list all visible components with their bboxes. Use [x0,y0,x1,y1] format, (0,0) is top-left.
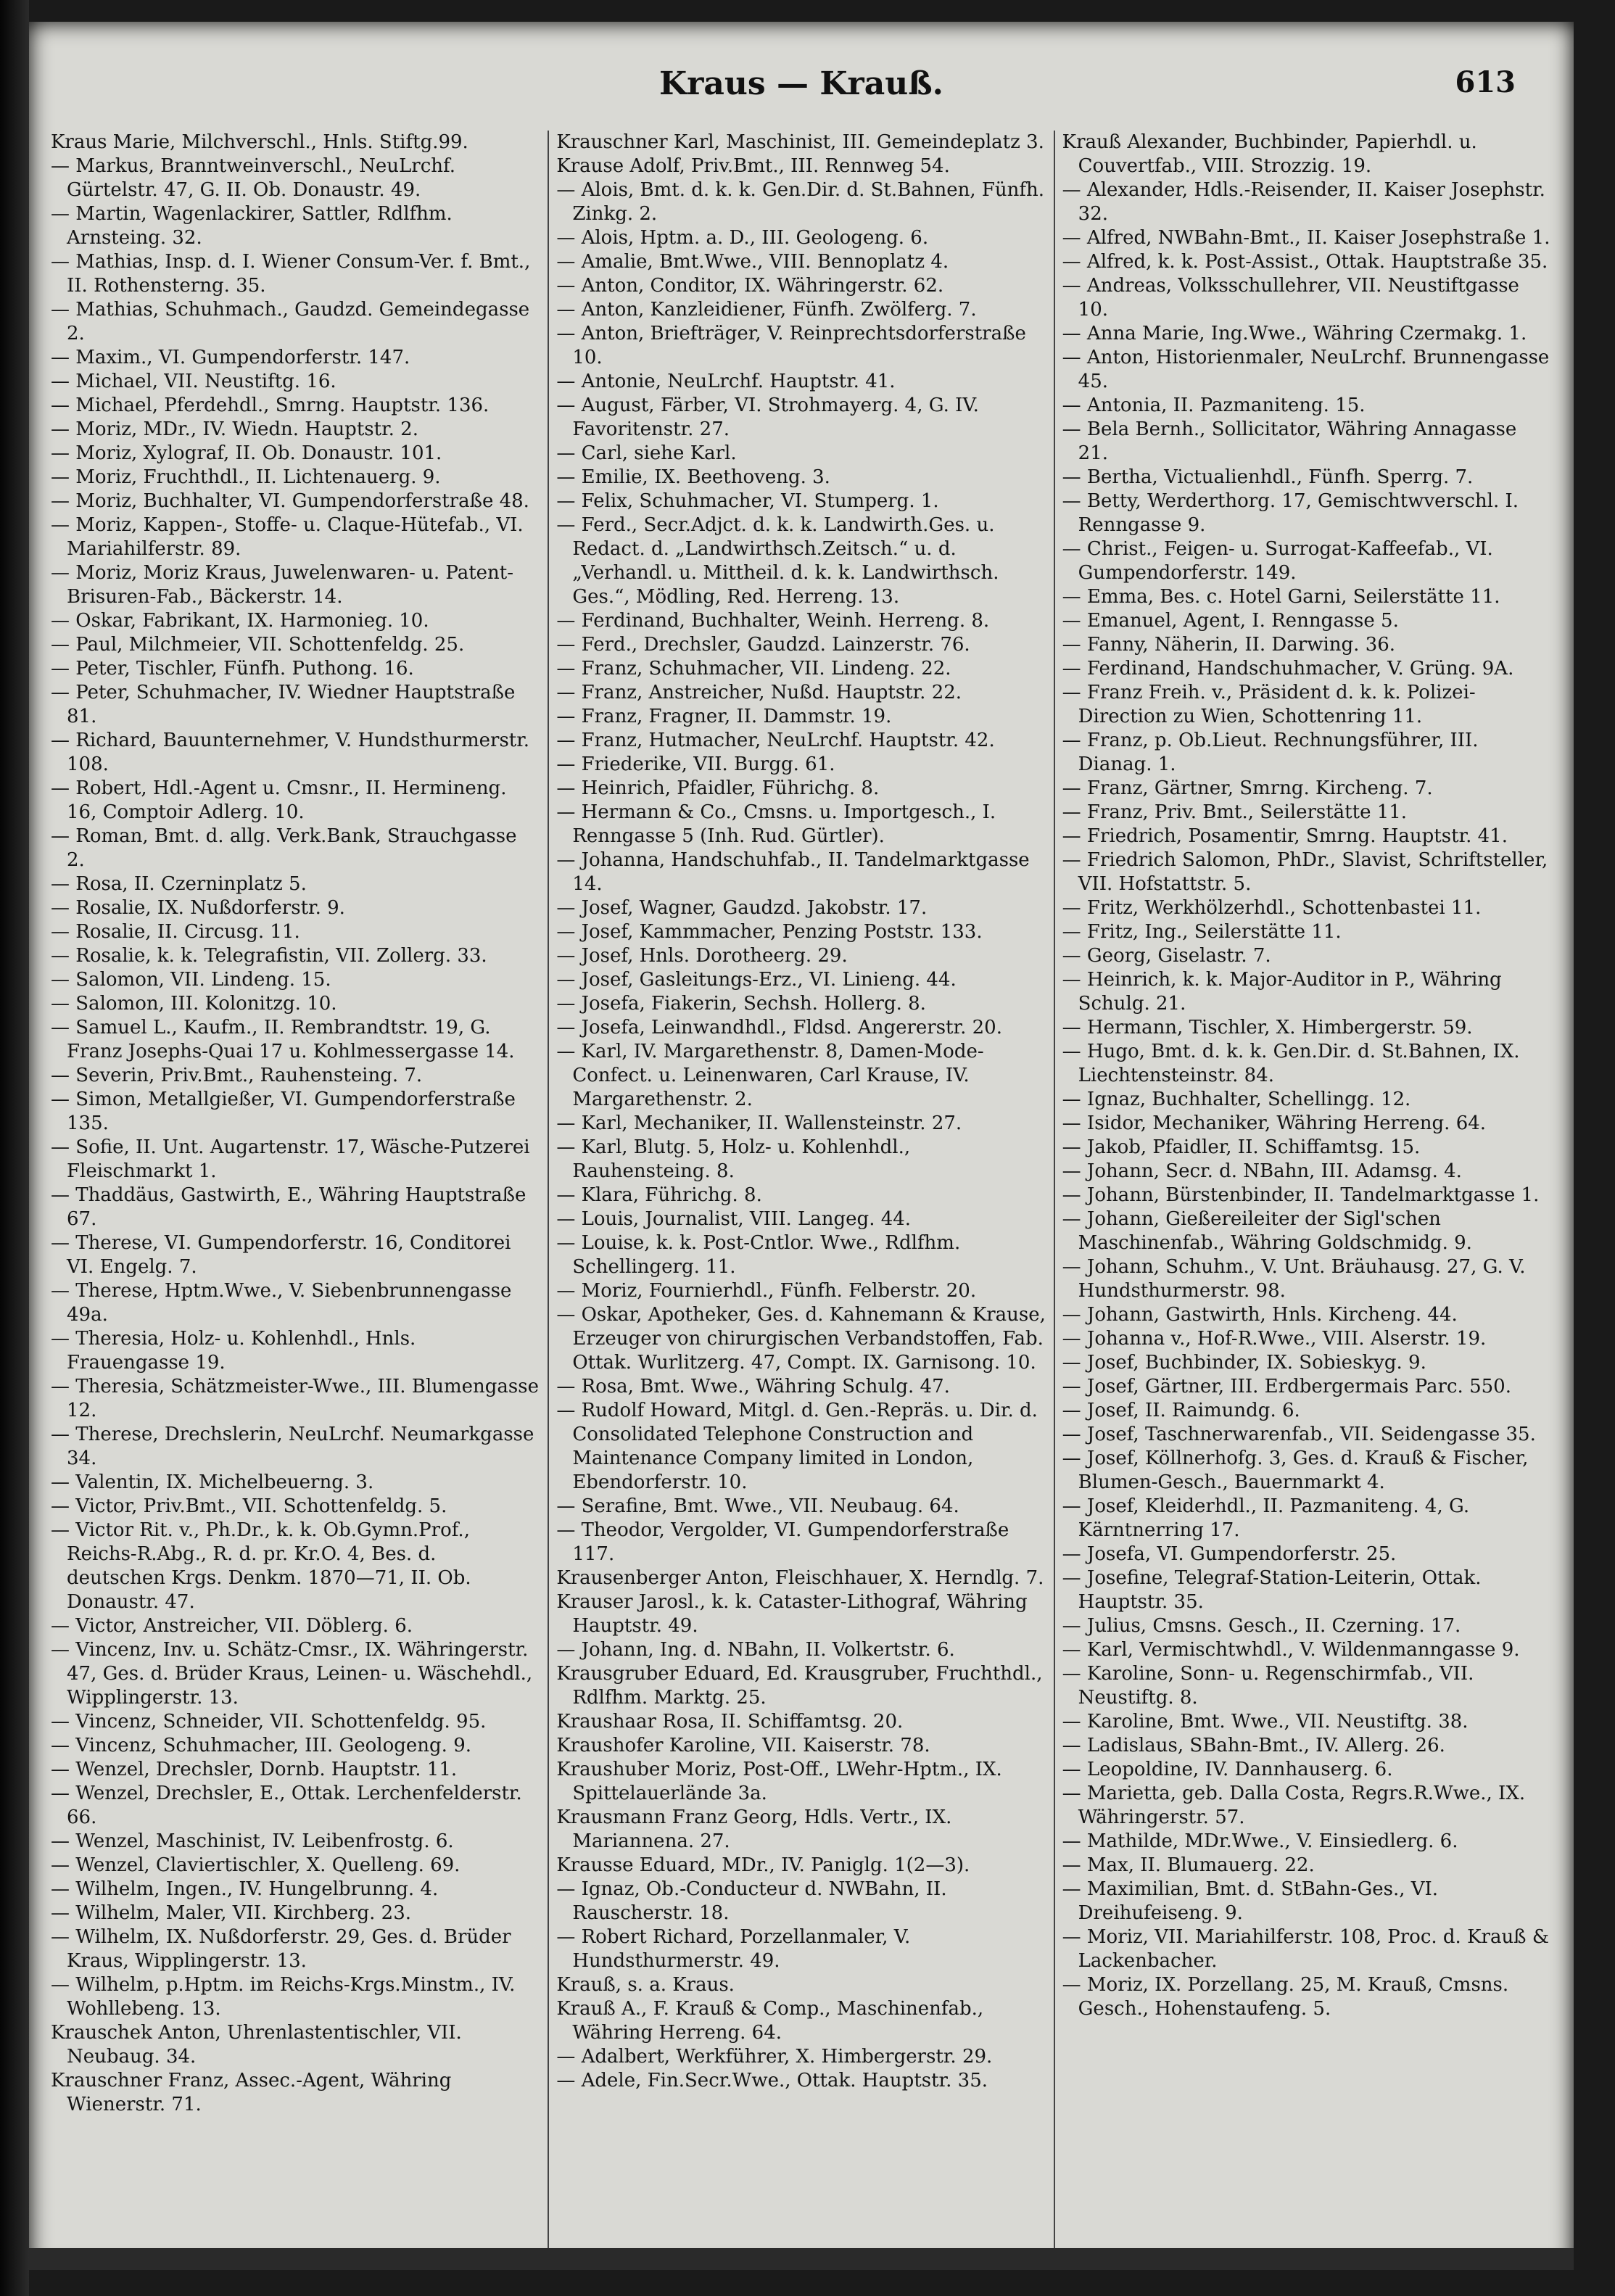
directory-entry: — Maxim., VI. Gumpendorferstr. 147. [51,347,410,368]
directory-entry: — Vincenz, Inv. u. Schätz-Cmsr., IX. Währingerstr. 47, Ges. d. Brüder Kraus, Leinen- u. Wäschehdl., Wipplingerstr. 13. [51,1639,533,1709]
directory-entry: — Johanna v., Hof-R.Wwe., VIII. Alserstr. 19. [1062,1328,1487,1350]
directory-entry: — Bertha, Victualienhdl., Fünfh. Sperrg. 7. [1062,466,1474,488]
directory-entry: — Peter, Tischler, Fünfh. Puthong. 16. [51,658,414,680]
directory-entry: — Carl, siehe Karl. [556,442,737,464]
directory-entry: — Karoline, Bmt. Wwe., VII. Neustiftg. 38. [1062,1711,1469,1733]
directory-entry: — Franz, Fragner, II. Dammstr. 19. [556,706,892,727]
directory-entry: — Franz, p. Ob.Lieut. Rechnungsführer, III. Dianag. 1. [1062,730,1479,775]
directory-entry: — Wenzel, Maschinist, IV. Leibenfrostg. 6. [51,1830,454,1852]
directory-entry: — Karoline, Sonn- u. Regenschirmfab., VII. Neustiftg. 8. [1062,1663,1474,1709]
directory-entry: — Samuel L., Kaufm., II. Rembrandtstr. 19, G. Franz Josephs-Quai 17 u. Kohlmessergasse 14. [51,1017,515,1062]
directory-entry: — Anton, Historienmaler, NeuLrchf. Brunnengasse 45. [1062,347,1550,392]
directory-entry: — Oskar, Apotheker, Ges. d. Kahnemann & Krause, Erzeuger von chirurgischen Verbandstoffen, Fab. Ottak. Wurlitzerg. 47, Compt. IX. Garnisong. 10. [556,1304,1046,1374]
directory-entry: — Johann, Ing. d. NBahn, II. Volkertstr. 6. [556,1639,955,1661]
directory-entry: — Therese, Drechslerin, NeuLrchf. Neumarkgasse 34. [51,1424,534,1469]
directory-entry: — Heinrich, k. k. Major-Auditor in P., Währing Schulg. 21. [1062,969,1502,1015]
directory-entry: — Moriz, MDr., IV. Wiedn. Hauptstr. 2. [51,418,418,440]
directory-entry: — Peter, Schuhmacher, IV. Wiedner Hauptstraße 81. [51,682,516,727]
directory-entry: — Mathias, Insp. d. I. Wiener Consum-Ver. f. Bmt., II. Rothensterng. 35. [51,251,531,297]
directory-entry: — Michael, Pferdehdl., Smrng. Hauptstr. 136. [51,395,490,416]
directory-entry: — Vincenz, Schneider, VII. Schottenfeldg. 95. [51,1711,487,1733]
directory-entry: — Emilie, IX. Beethoveng. 3. [556,466,830,488]
directory-entry: Krauß A., F. Krauß & Comp., Maschinenfab., Währing Herreng. 64. [556,1998,984,2044]
directory-entry: — Robert Richard, Porzellanmaler, V. Hundsthurmerstr. 49. [556,1926,911,1972]
directory-entry: — Friedrich Salomon, PhDr., Slavist, Schriftsteller, VII. Hofstattstr. 5. [1062,849,1548,895]
directory-entry: — Franz, Gärtner, Smrng. Kircheng. 7. [1062,777,1433,799]
directory-entry: — Simon, Metallgießer, VI. Gumpendorferstraße 135. [51,1089,516,1134]
scan-left-edge [0,0,29,2296]
directory-entry: — Betty, Werderthorg. 17, Gemischtwverschl. I. Renngasse 9. [1062,490,1519,536]
directory-entry: — Adalbert, Werkführer, X. Himbergerstr. 29. [556,2046,993,2068]
directory-entry: Krausgruber Eduard, Ed. Krausgruber, Fruchthdl., Rdlfhm. Marktg. 25. [556,1663,1043,1709]
directory-entry: — Mathias, Schuhmach., Gaudzd. Gemeindegasse 2. [51,299,530,344]
directory-entry: — Theresia, Holz- u. Kohlenhdl., Hnls. Frauengasse 19. [51,1328,416,1374]
directory-entry: — Moriz, Kappen-, Stoffe- u. Claque-Hütefab., VI. Mariahilferstr. 89. [51,514,524,560]
directory-entry: — Salomon, VII. Lindeng. 15. [51,969,331,991]
directory-entry: — Ferd., Secr.Adjct. d. k. k. Landwirth.Ges. u. Redact. d. „Landwirthsch.Zeitsch.“ u. d. „Verhandl. u. Mittheil. d. k. k. Landwirthsch. Ges.“, Mödling, Red. Herreng. 13. [556,514,999,608]
directory-entry: — Anna Marie, Ing.Wwe., Währing Czermakg. 1. [1062,323,1527,344]
directory-entry: Kraushuber Moriz, Post-Off., LWehr-Hptm., IX. Spittelauerlände 3a. [556,1759,1002,1804]
directory-entry: Kraushofer Karoline, VII. Kaiserstr. 78. [556,1735,930,1756]
directory-entry: — Severin, Priv.Bmt., Rauhensteing. 7. [51,1065,423,1086]
directory-entry: — Franz, Anstreicher, Nußd. Hauptstr. 22. [556,682,962,703]
directory-entry: — Josef, Buchbinder, IX. Sobieskyg. 9. [1062,1352,1426,1374]
directory-entry: — Christ., Feigen- u. Surrogat-Kaffeefab., VI. Gumpendorferstr. 149. [1062,538,1493,584]
directory-entry: — Ignaz, Ob.-Conducteur d. NWBahn, II. Rauscherstr. 18. [556,1878,947,1924]
directory-entry: — Theresia, Schätzmeister-Wwe., III. Blumengasse 12. [51,1376,540,1421]
directory-entry: — Johann, Schuhm., V. Unt. Bräuhausg. 27, G. V. Hundsthurmerstr. 98. [1062,1256,1526,1302]
directory-entry: — Julius, Cmsns. Gesch., II. Czerning. 17. [1062,1615,1461,1637]
directory-entry: — Fritz, Ing., Seilerstätte 11. [1062,921,1342,943]
directory-entry: — Fanny, Näherin, II. Darwing. 36. [1062,634,1396,656]
directory-entry: — Emanuel, Agent, I. Renngasse 5. [1062,610,1399,632]
directory-entry: — Isidor, Mechaniker, Währing Herreng. 64. [1062,1112,1487,1134]
directory-entry: — Andreas, Volksschullehrer, VII. Neustiftgasse 10. [1062,275,1519,321]
directory-entry: — Alfred, NWBahn-Bmt., II. Kaiser Josephstraße 1. [1062,227,1550,249]
directory-entry: — Antonie, NeuLrchf. Hauptstr. 41. [556,371,896,392]
directory-entry: Kraushaar Rosa, II. Schiffamtsg. 20. [556,1711,904,1733]
directory-entry: — Johanna, Handschuhfab., II. Tandelmarktgasse 14. [556,849,1030,895]
directory-entry: — Franz, Hutmacher, NeuLrchf. Hauptstr. 42. [556,730,995,751]
directory-entry: — Franz Freih. v., Präsident d. k. k. Polizei-Direction zu Wien, Schottenring 11. [1062,682,1476,727]
directory-entry: — Johann, Bürstenbinder, II. Tandelmarktgasse 1. [1062,1184,1540,1206]
directory-entry: — Friedrich, Posamentir, Smrng. Hauptstr. 41. [1062,825,1508,847]
directory-entry: — Karl, Blutg. 5, Holz- u. Kohlenhdl., Rauhensteing. 8. [556,1136,911,1182]
directory-entry: — Paul, Milchmeier, VII. Schottenfeldg. 25. [51,634,465,656]
directory-entry: — Richard, Bauunternehmer, V. Hundsthurmerstr. 108. [51,730,530,775]
directory-entry: — Therese, VI. Gumpendorferstr. 16, Conditorei VI. Engelg. 7. [51,1232,511,1278]
directory-entry: — Josef, Kleiderhdl., II. Pazmaniteng. 4, G. Kärntnerring 17. [1062,1495,1470,1541]
directory-entry: — Victor Rit. v., Ph.Dr., k. k. Ob.Gymn.Prof., Reichs-R.Abg., R. d. pr. Kr.O. 4, Bes. d. deutschen Krgs. Denkm. 1870—71, II. Ob. Donaustr. 47. [51,1519,471,1613]
directory-entry: — Alois, Bmt. d. k. k. Gen.Dir. d. St.Bahnen, Fünfh. Zinkg. 2. [556,179,1045,225]
directory-entry: — Rosalie, IX. Nußdorferstr. 9. [51,897,345,919]
directory-entry: — Alois, Hptm. a. D., III. Geologeng. 6. [556,227,929,249]
directory-entry: — Wilhelm, Ingen., IV. Hungelbrunng. 4. [51,1878,439,1900]
directory-entry: — Wilhelm, Maler, VII. Kirchberg. 23. [51,1902,412,1924]
directory-entry: — Hermann, Tischler, X. Himbergerstr. 59. [1062,1017,1473,1038]
directory-entry: — Karl, Mechaniker, II. Wallensteinstr. 27. [556,1112,962,1134]
directory-entry: — Moriz, Moriz Kraus, Juwelenwaren- u. Patent-Brisuren-Fab., Bäckerstr. 14. [51,562,514,608]
directory-entry: — Johann, Gastwirth, Hnls. Kircheng. 44. [1062,1304,1458,1326]
directory-entry: — Karl, IV. Margarethenstr. 8, Damen-Mode-Confect. u. Leinenwaren, Carl Krause, IV. Margarethenstr. 2. [556,1041,984,1110]
directory-entry: — Moriz, Fruchthdl., II. Lichtenauerg. 9. [51,466,441,488]
directory-entry: — Moriz, IX. Porzellang. 25, M. Krauß, Cmsns. Gesch., Hohenstaufeng. 5. [1062,1974,1509,2020]
directory-entry: — Wilhelm, p.Hptm. im Reichs-Krgs.Minstm., IV. Wohllebeng. 13. [51,1974,516,2020]
directory-entry: — Jakob, Pfaidler, II. Schiffamtsg. 15. [1062,1136,1421,1158]
directory-page [29,22,1574,2270]
scan-bottom-edge [29,2248,1574,2270]
directory-entry: — Michael, VII. Neustiftg. 16. [51,371,336,392]
directory-entry: — Anton, Briefträger, V. Reinprechtsdorferstraße 10. [556,323,1026,368]
directory-entry: — Rudolf Howard, Mitgl. d. Gen.-Repräs. u. Dir. d. Consolidated Telephone Construction and Maintenance Company limited in London, Ebendorferstr. 10. [556,1400,1038,1493]
column-left [44,131,548,2248]
directory-entry: — Max, II. Blumauerg. 22. [1062,1854,1315,1876]
directory-entry: — Wenzel, Drechsler, Dornb. Hauptstr. 11. [51,1759,458,1780]
directory-entry: Krausse Eduard, MDr., IV. Paniglg. 1(2—3). [556,1854,970,1876]
directory-entry: Krausmann Franz Georg, Hdls. Vertr., IX. Mariannena. 27. [556,1806,952,1852]
directory-entry: — Karl, Vermischtwhdl., V. Wildenmanngasse 9. [1062,1639,1520,1661]
directory-entry: — Adele, Fin.Secr.Wwe., Ottak. Hauptstr. 35. [556,2070,988,2091]
directory-entry: — Johann, Secr. d. NBahn, III. Adamsg. 4. [1062,1160,1462,1182]
directory-entry: — Josef, Kammmacher, Penzing Poststr. 133. [556,921,983,943]
directory-entry: — Wenzel, Claviertischler, X. Quelleng. 69. [51,1854,460,1876]
directory-entry: — Josef, Köllnerhofg. 3, Ges. d. Krauß & Fischer, Blumen-Gesch., Bauernmarkt 4. [1062,1448,1529,1493]
directory-entry: Kraus Marie, Milchverschl., Hnls. Stiftg.99. [51,131,468,153]
directory-entry: — Vincenz, Schuhmacher, III. Geologeng. 9. [51,1735,471,1756]
directory-entry: — Theodor, Vergolder, VI. Gumpendorferstraße 117. [556,1519,1009,1565]
directory-entry: — Sofie, II. Unt. Augartenstr. 17, Wäsche-Putzerei Fleischmarkt 1. [51,1136,530,1182]
directory-entry: — Anton, Conditor, IX. Währingerstr. 62. [556,275,944,297]
directory-entry: Krauser Jarosl., k. k. Cataster-Lithograf, Währing Hauptstr. 49. [556,1591,1028,1637]
directory-entry: — Josefa, Fiakerin, Sechsh. Hollerg. 8. [556,993,926,1015]
directory-entry: — Fritz, Werkhölzerhdl., Schottenbastei 11. [1062,897,1482,919]
directory-entry: — Ferdinand, Handschuhmacher, V. Grüng. 9A. [1062,658,1514,680]
directory-entry: — Maximilian, Bmt. d. StBahn-Ges., VI. Dreihufeiseng. 9. [1062,1878,1439,1924]
directory-entry: — Anton, Kanzleidiener, Fünfh. Zwölferg. 7. [556,299,977,321]
directory-entry: — Hermann & Co., Cmsns. u. Importgesch., I. Renngasse 5 (Inh. Rud. Gürtler). [556,801,996,847]
directory-entry: — Heinrich, Pfaidler, Führichg. 8. [556,777,880,799]
directory-entry: — Rosalie, k. k. Telegrafistin, VII. Zollerg. 33. [51,945,487,967]
directory-entry: Krausenberger Anton, Fleischhauer, X. Herndlg. 7. [556,1567,1044,1589]
directory-entry: — Josef, Gärtner, III. Erdbergermais Parc. 550. [1062,1376,1511,1397]
directory-entry: — Josef, Hnls. Dorotheerg. 29. [556,945,848,967]
directory-entry: Krauschner Franz, Assec.-Agent, Währing Wienerstr. 71. [51,2070,452,2115]
directory-entry: Krauschner Karl, Maschinist, III. Gemeindeplatz 3. [556,131,1044,153]
directory-entry: — Salomon, III. Kolonitzg. 10. [51,993,337,1015]
directory-entry: — Josefa, VI. Gumpendorferstr. 25. [1062,1543,1397,1565]
directory-entry: — Alfred, k. k. Post-Assist., Ottak. Hauptstraße 35. [1062,251,1548,273]
directory-entry: — Therese, Hptm.Wwe., V. Siebenbrunnengasse 49a. [51,1280,512,1326]
directory-entry: — Roman, Bmt. d. allg. Verk.Bank, Strauchgasse 2. [51,825,517,871]
directory-entry: — Klara, Führichg. 8. [556,1184,762,1206]
directory-entry: — Georg, Giselastr. 7. [1062,945,1271,967]
directory-entry: Krause Adolf, Priv.Bmt., III. Rennweg 54. [556,155,950,177]
directory-entry: — Marietta, geb. Dalla Costa, Regrs.R.Wwe., IX. Währingerstr. 57. [1062,1783,1526,1828]
directory-entry: — Friederike, VII. Burgg. 61. [556,753,835,775]
directory-entry: — Martin, Wagenlackirer, Sattler, Rdlfhm. Arnsteing. 32. [51,203,453,249]
directory-entry: — Thaddäus, Gastwirth, E., Währing Hauptstraße 67. [51,1184,526,1230]
directory-entry: — Josef, II. Raimundg. 6. [1062,1400,1300,1421]
directory-entry: — Leopoldine, IV. Dannhauserg. 6. [1062,1759,1393,1780]
directory-entry: — Antonia, II. Pazmaniteng. 15. [1062,395,1366,416]
directory-entry: Krauß Alexander, Buchbinder, Papierhdl. u. Couvertfab., VIII. Strozzig. 19. [1062,131,1477,177]
directory-entry: — Franz, Priv. Bmt., Seilerstätte 11. [1062,801,1408,823]
directory-entry: — Victor, Priv.Bmt., VII. Schottenfeldg. 5. [51,1495,447,1517]
directory-entry: — Alexander, Hdls.-Reisender, II. Kaiser Josephstr. 32. [1062,179,1545,225]
directory-entry: — Ignaz, Buchhalter, Schellingg. 12. [1062,1089,1411,1110]
directory-entry: — Rosa, Bmt. Wwe., Währing Schulg. 47. [556,1376,950,1397]
directory-entry: — Valentin, IX. Michelbeuerng. 3. [51,1471,374,1493]
directory-entry: — Bela Bernh., Sollicitator, Währing Annagasse 21. [1062,418,1517,464]
directory-entry: — Moriz, Buchhalter, VI. Gumpendorferstraße 48. [51,490,529,512]
directory-entry: — Victor, Anstreicher, VII. Döblerg. 6. [51,1615,413,1637]
page-number: 613 [1455,65,1516,99]
directory-entry: — Robert, Hdl.-Agent u. Cmsnr., II. Hermineng. 16, Comptoir Adlerg. 10. [51,777,507,823]
directory-entry: — Moriz, Xylograf, II. Ob. Donaustr. 101. [51,442,442,464]
directory-entry: — Rosa, II. Czerninplatz 5. [51,873,307,895]
directory-entry: — Felix, Schuhmacher, VI. Stumperg. 1. [556,490,939,512]
directory-entry: — Moriz, Fournierhdl., Fünfh. Felberstr. 20. [556,1280,977,1302]
directory-entry: — Franz, Schuhmacher, VII. Lindeng. 22. [556,658,951,680]
directory-entry: — Johann, Gießereileiter der Sigl'schen Maschinenfab., Währing Goldschmidg. 9. [1062,1208,1472,1254]
directory-entry: — Josef, Taschnerwarenfab., VII. Seidengasse 35. [1062,1424,1536,1445]
directory-entry: — August, Färber, VI. Strohmayerg. 4, G. IV. Favoritenstr. 27. [556,395,979,440]
directory-entry: — Louis, Journalist, VIII. Langeg. 44. [556,1208,912,1230]
directory-entry: — Wilhelm, IX. Nußdorferstr. 29, Ges. d. Brüder Kraus, Wipplingerstr. 13. [51,1926,511,1972]
column-middle [548,131,1053,2248]
directory-entry: — Amalie, Bmt.Wwe., VIII. Bennoplatz 4. [556,251,949,273]
page-title: Kraus — Krauß. [658,65,943,102]
directory-entry: — Markus, Branntweinverschl., NeuLrchf. Gürtelstr. 47, G. II. Ob. Donaustr. 49. [51,155,455,201]
directory-entry: — Josef, Gasleitungs-Erz., VI. Linieng. 44. [556,969,957,991]
directory-entry: — Louise, k. k. Post-Cntlor. Wwe., Rdlfhm. Schellingerg. 11. [556,1232,961,1278]
column-right [1054,131,1559,2248]
directory-entry: — Josef, Wagner, Gaudzd. Jakobstr. 17. [556,897,928,919]
page-header [29,65,1574,123]
directory-entry: — Wenzel, Drechsler, E., Ottak. Lerchenfelderstr. 66. [51,1783,522,1828]
directory-entry: — Oskar, Fabrikant, IX. Harmonieg. 10. [51,610,429,632]
directory-entry: — Serafine, Bmt. Wwe., VII. Neubaug. 64. [556,1495,959,1517]
directory-entry: — Emma, Bes. c. Hotel Garni, Seilerstätte 11. [1062,586,1500,608]
directory-entry: Krauß, s. a. Kraus. [556,1974,735,1996]
directory-entry: — Moriz, VII. Mariahilferstr. 108, Proc. d. Krauß & Lackenbacher. [1062,1926,1549,1972]
directory-entry: — Mathilde, MDr.Wwe., V. Einsiedlerg. 6. [1062,1830,1458,1852]
directory-entry: — Ferdinand, Buchhalter, Weinh. Herreng. 8. [556,610,990,632]
directory-entry: — Rosalie, II. Circusg. 11. [51,921,300,943]
directory-entry: Krauschek Anton, Uhrenlastentischler, VII. Neubaug. 34. [51,2022,462,2068]
directory-columns [44,131,1559,2248]
directory-entry: — Ladislaus, SBahn-Bmt., IV. Allerg. 26. [1062,1735,1445,1756]
directory-entry: — Hugo, Bmt. d. k. k. Gen.Dir. d. St.Bahnen, IX. Liechtensteinstr. 84. [1062,1041,1520,1086]
directory-entry: — Josefa, Leinwandhdl., Fldsd. Angererstr. 20. [556,1017,1002,1038]
directory-entry: — Ferd., Drechsler, Gaudzd. Lainzerstr. 76. [556,634,970,656]
directory-entry: — Josefine, Telegraf-Station-Leiterin, Ottak. Hauptstr. 35. [1062,1567,1482,1613]
